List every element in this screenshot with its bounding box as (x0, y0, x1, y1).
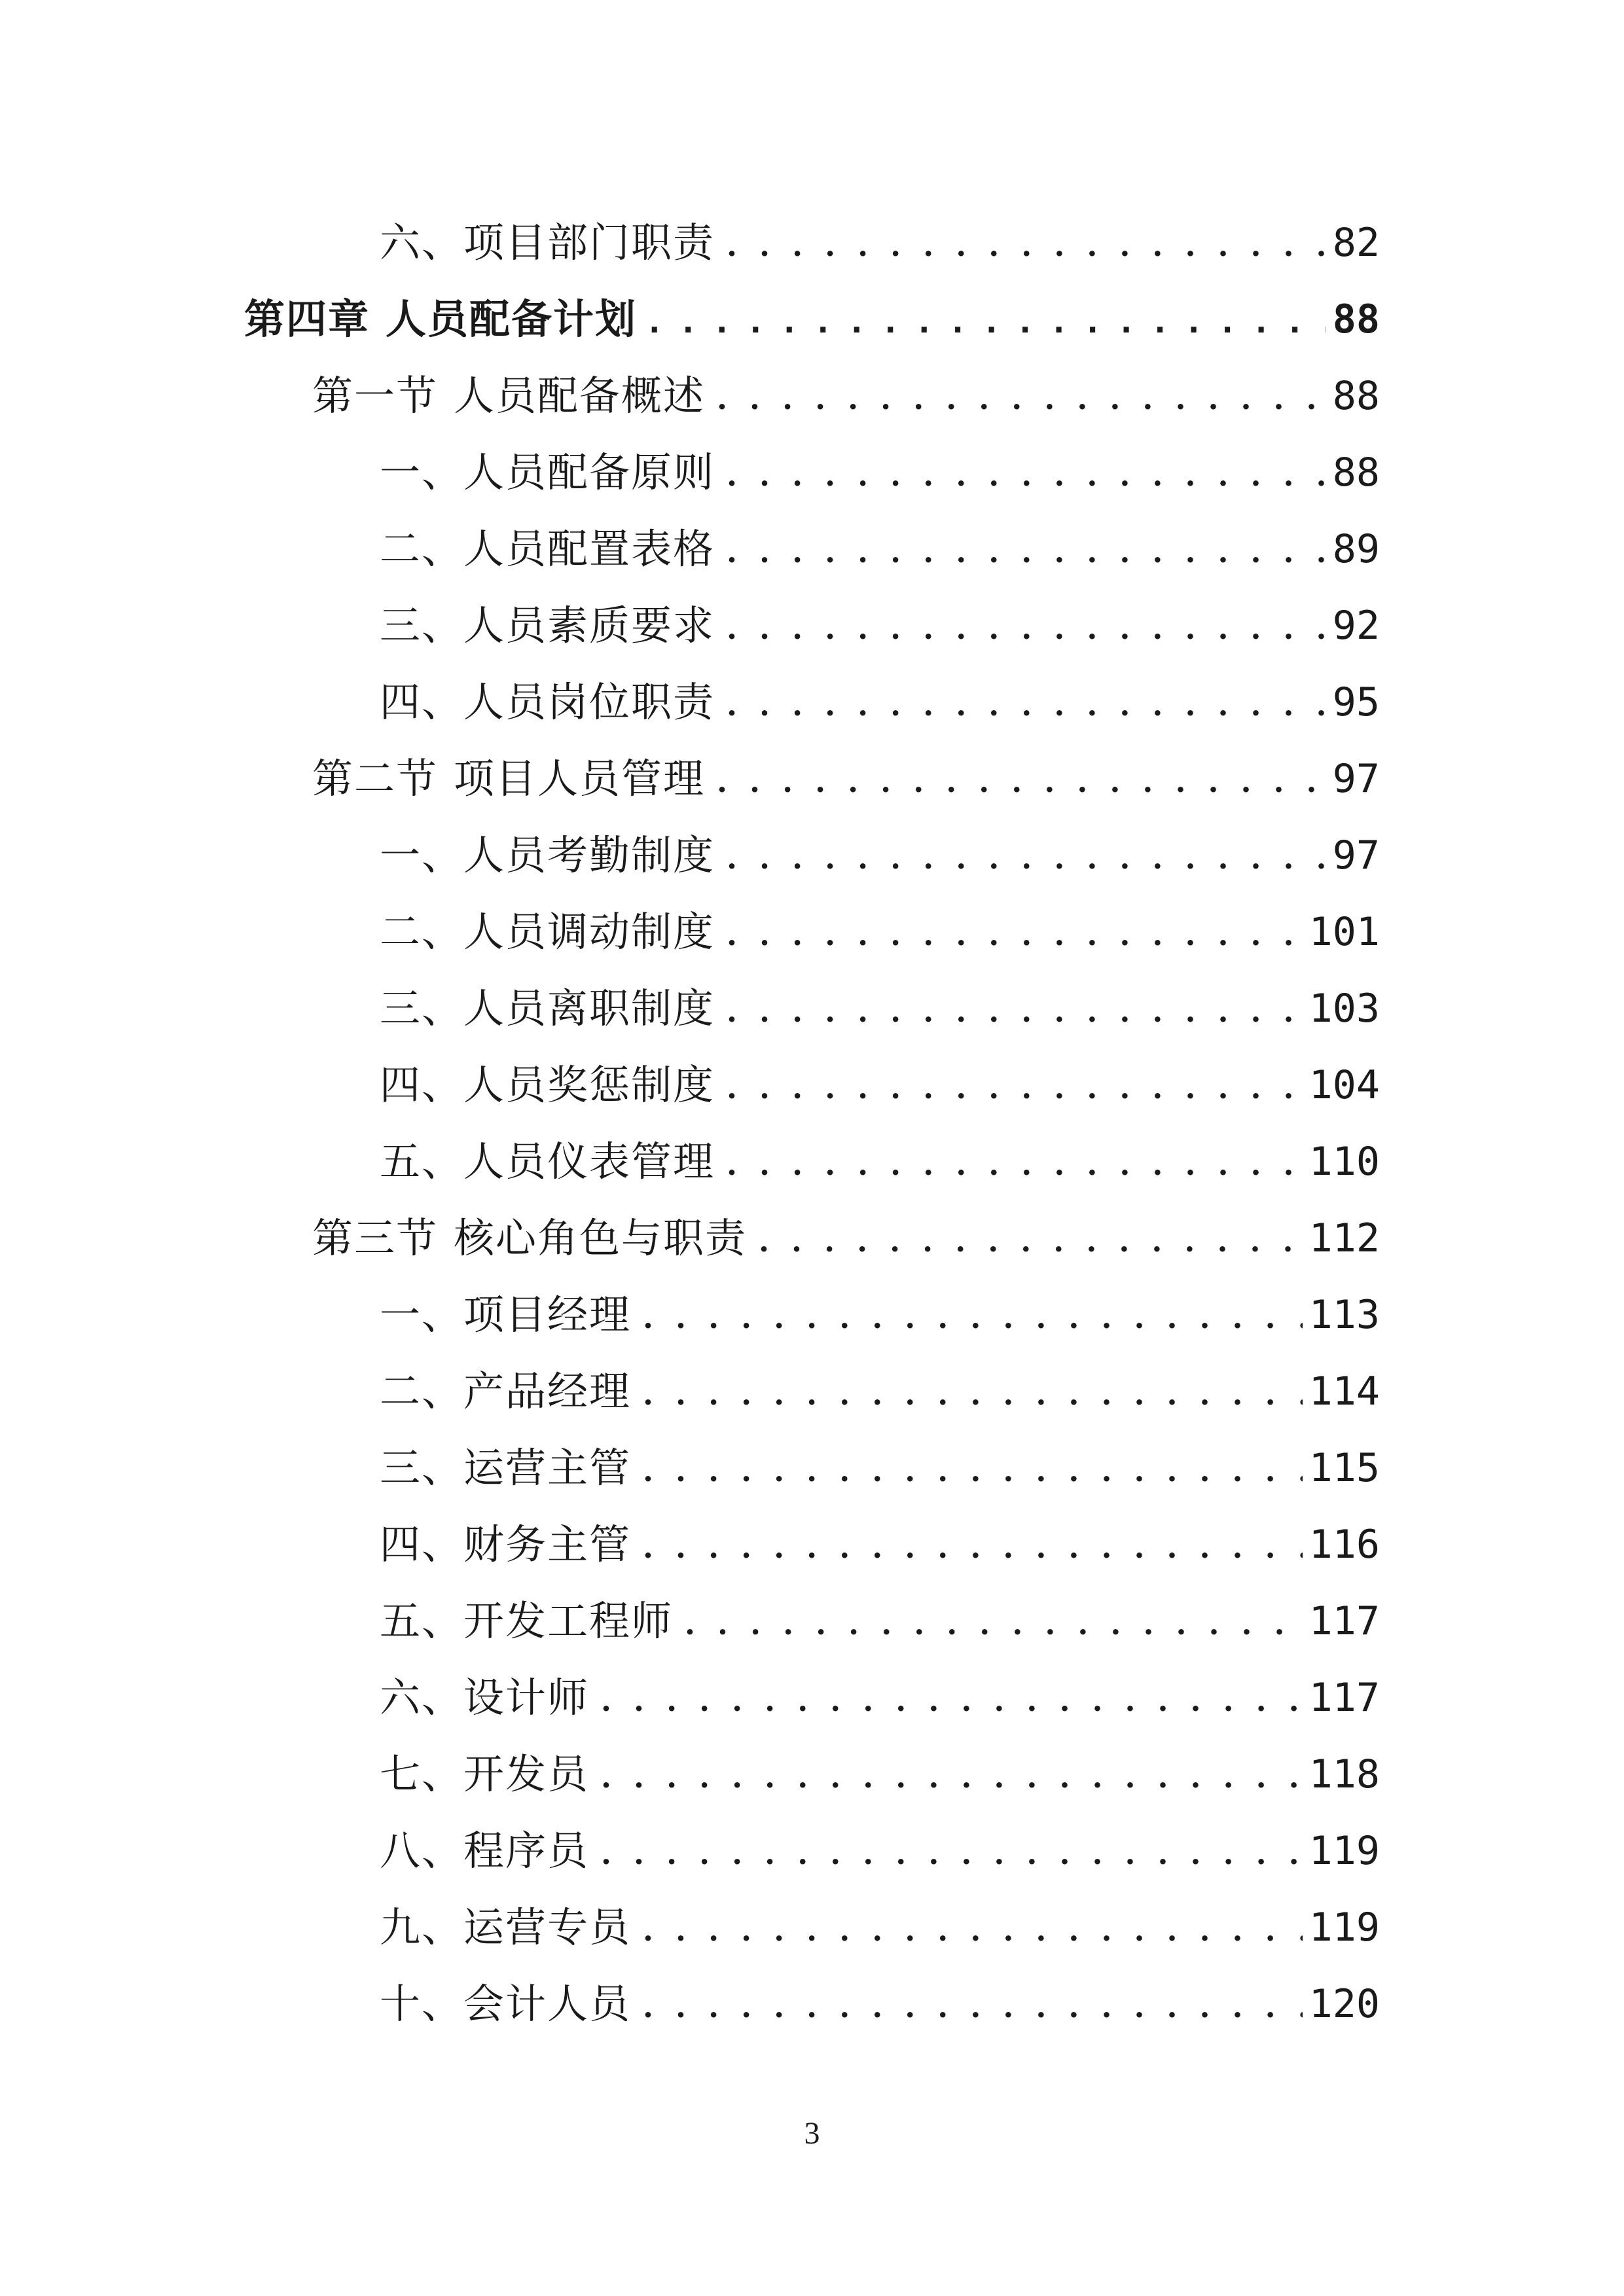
toc-entry-title (380, 1060, 715, 1109)
toc-entry-page: 114 (1308, 1368, 1380, 1414)
toc-entry-label: 开发工程师 (463, 1596, 674, 1645)
toc-entry-title (380, 1979, 632, 2028)
toc-entry-label: 产品经理 (463, 1367, 632, 1415)
toc-entry-number: 八、 (380, 1826, 464, 1874)
toc-entry-title (244, 295, 638, 343)
toc-dot-leader (727, 529, 1326, 569)
toc-entry-label: 核心角色与职责 (454, 1213, 748, 1262)
toc-entry-title (380, 831, 715, 879)
toc-entry[interactable] (0, 1506, 1624, 1583)
toc-entry[interactable] (0, 1429, 1624, 1506)
toc-entry[interactable] (0, 1736, 1624, 1812)
toc-entry-title (380, 218, 715, 266)
toc-entry-number: 第一节 (312, 371, 439, 420)
toc-entry-label: 项目人员管理 (454, 754, 706, 802)
toc-entry[interactable] (0, 664, 1624, 740)
toc-dot-leader (759, 1218, 1303, 1259)
toc-entry-number: 六、 (380, 1673, 464, 1721)
toc-entry-number: 四、 (380, 1520, 464, 1568)
toc-entry[interactable] (0, 1200, 1624, 1276)
toc-entry-page: 110 (1308, 1138, 1380, 1185)
toc-entry-page: 119 (1308, 1827, 1380, 1874)
toc-entry-label: 人员素质要求 (463, 601, 715, 649)
toc-entry-number: 三、 (380, 1443, 464, 1492)
toc-entry-label: 运营专员 (463, 1903, 632, 1951)
toc-entry-label: 人员奖惩制度 (463, 1060, 715, 1109)
toc-entry-page: 119 (1308, 1904, 1380, 1950)
toc-entry-page: 117 (1308, 1598, 1380, 1644)
toc-entry-number: 二、 (380, 524, 464, 573)
toc-entry[interactable] (0, 587, 1624, 664)
toc-entry-number: 九、 (380, 1903, 464, 1951)
toc-entry-title (380, 1826, 590, 1874)
toc-dot-leader (643, 1524, 1303, 1565)
toc-entry-label: 财务主管 (463, 1520, 632, 1568)
toc-entry-title (380, 1367, 632, 1415)
toc-entry[interactable] (0, 281, 1624, 357)
toc-entry-page: 88 (1332, 296, 1380, 342)
toc-entry-title (380, 677, 715, 726)
toc-entry[interactable] (0, 511, 1624, 587)
toc-dot-leader (727, 1065, 1303, 1105)
toc-entry[interactable] (0, 434, 1624, 511)
toc-entry-label: 人员配备概述 (454, 371, 706, 420)
toc-entry-label: 开发员 (463, 1749, 590, 1798)
toc-entry-page: 113 (1308, 1291, 1380, 1338)
toc-entry-number: 五、 (380, 1596, 464, 1645)
toc-entry-number: 第三节 (312, 1213, 439, 1262)
toc-dot-leader (727, 1141, 1303, 1182)
toc-entry-title (380, 907, 715, 956)
toc-entry[interactable] (0, 1276, 1624, 1353)
toc-dot-leader (727, 835, 1326, 876)
toc-entry[interactable] (0, 740, 1624, 817)
toc-entry-number: 二、 (380, 907, 464, 956)
toc-entry[interactable] (0, 357, 1624, 434)
toc-entry-number: 六、 (380, 218, 464, 266)
toc-entry-label: 运营主管 (463, 1443, 632, 1492)
toc-dot-leader (643, 1984, 1303, 2024)
toc-entry-number: 一、 (380, 831, 464, 879)
toc-entry-number: 四、 (380, 677, 464, 726)
toc-entry[interactable] (0, 970, 1624, 1047)
toc-dot-leader (643, 1371, 1303, 1412)
toc-entry-number: 第四章 (244, 295, 370, 343)
toc-entry-title (380, 1673, 590, 1721)
toc-entry-page: 89 (1332, 526, 1380, 572)
toc-entry-page: 103 (1308, 985, 1380, 1031)
toc-entry-page: 118 (1308, 1751, 1380, 1797)
toc-entry-number: 十、 (380, 1979, 464, 2028)
toc-entry-page: 101 (1308, 908, 1380, 955)
toc-entry-title (380, 448, 715, 496)
toc-entry-label: 会计人员 (463, 1979, 632, 2028)
toc-entry-label: 人员配备计划 (386, 295, 638, 343)
toc-dot-leader (727, 223, 1326, 263)
toc-entry-page: 88 (1332, 372, 1380, 419)
toc-entry-label: 人员配备原则 (463, 448, 715, 496)
toc-dot-leader (727, 605, 1326, 646)
toc-entry-page: 116 (1308, 1521, 1380, 1568)
toc-entry[interactable] (0, 1812, 1624, 1889)
toc-entry-title (380, 1520, 632, 1568)
toc-entry-page: 95 (1332, 679, 1380, 725)
toc-entry-page: 97 (1332, 832, 1380, 878)
toc-entry-label: 项目部门职责 (463, 218, 715, 266)
toc-dot-leader (727, 988, 1303, 1029)
toc-dot-leader (649, 299, 1326, 340)
toc-entry-title (380, 601, 715, 649)
toc-entry-page: 120 (1308, 1981, 1380, 2027)
toc-entry[interactable] (0, 1583, 1624, 1659)
toc-entry-number: 一、 (380, 1290, 464, 1338)
toc-dot-leader (727, 682, 1326, 723)
toc-entry-title (312, 754, 706, 802)
toc-entry-label: 程序员 (463, 1826, 590, 1874)
toc-entry-number: 二、 (380, 1367, 464, 1415)
toc-entry-title (380, 1903, 632, 1951)
toc-entry-number: 七、 (380, 1749, 464, 1798)
toc-dot-leader (643, 1295, 1303, 1335)
toc-entry-title (380, 1137, 715, 1185)
toc-entry[interactable] (0, 1123, 1624, 1200)
toc-entry-title (312, 1213, 748, 1262)
toc-dot-leader (601, 1754, 1303, 1795)
toc-entry-page: 82 (1332, 219, 1380, 266)
toc-entry-label: 人员考勤制度 (463, 831, 715, 879)
toc-entry-number: 四、 (380, 1060, 464, 1109)
toc-entry[interactable] (0, 1047, 1624, 1123)
toc-dot-leader (727, 912, 1303, 952)
toc-entry-number: 第二节 (312, 754, 439, 802)
toc-entry-label: 项目经理 (463, 1290, 632, 1338)
toc-entry[interactable] (0, 1659, 1624, 1736)
toc-dot-leader (727, 452, 1326, 493)
toc-entry-page: 92 (1332, 602, 1380, 649)
toc-entry-number: 五、 (380, 1137, 464, 1185)
toc-entry[interactable] (0, 1965, 1624, 2042)
toc-dot-leader (717, 376, 1326, 416)
toc-entry-label: 人员配置表格 (463, 524, 715, 573)
toc-entry-number: 一、 (380, 448, 464, 496)
table-of-contents (0, 204, 1624, 2042)
toc-entry-page: 117 (1308, 1674, 1380, 1721)
toc-entry-title (380, 1290, 632, 1338)
toc-entry[interactable] (0, 204, 1624, 281)
page-number: 3 (804, 2116, 820, 2151)
toc-entry-label: 设计师 (463, 1673, 590, 1721)
toc-dot-leader (643, 1907, 1303, 1948)
toc-entry-label: 人员岗位职责 (463, 677, 715, 726)
toc-entry[interactable] (0, 893, 1624, 970)
toc-entry-page: 88 (1332, 449, 1380, 495)
toc-entry-label: 人员离职制度 (463, 984, 715, 1032)
toc-entry-label: 人员仪表管理 (463, 1137, 715, 1185)
toc-dot-leader (717, 759, 1326, 799)
toc-entry[interactable] (0, 817, 1624, 893)
toc-entry-title (312, 371, 706, 420)
toc-entry-title (380, 1443, 632, 1492)
toc-entry-page: 104 (1308, 1062, 1380, 1108)
toc-dot-leader (685, 1601, 1303, 1641)
toc-entry-label: 人员调动制度 (463, 907, 715, 956)
toc-entry-number: 三、 (380, 984, 464, 1032)
toc-entry-title (380, 524, 715, 573)
toc-entry-number: 三、 (380, 601, 464, 649)
toc-entry-page: 115 (1308, 1444, 1380, 1491)
toc-dot-leader (601, 1831, 1303, 1871)
toc-entry-title (380, 1596, 674, 1645)
toc-entry-page: 112 (1308, 1215, 1380, 1261)
toc-entry-page: 97 (1332, 755, 1380, 802)
toc-entry-title (380, 1749, 590, 1798)
toc-entry[interactable] (0, 1353, 1624, 1429)
toc-dot-leader (601, 1677, 1303, 1718)
toc-entry[interactable] (0, 1889, 1624, 1965)
toc-dot-leader (643, 1448, 1303, 1488)
toc-entry-title (380, 984, 715, 1032)
